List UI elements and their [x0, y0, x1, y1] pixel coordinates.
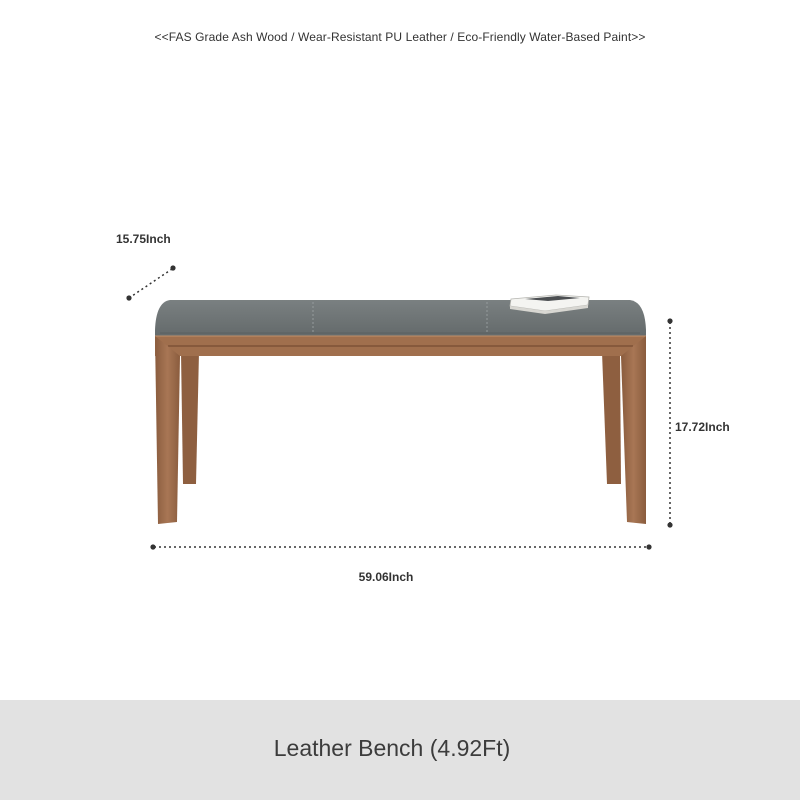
- bench-wood-frame: [155, 336, 646, 356]
- bench-back-legs: [181, 352, 621, 484]
- width-label: 59.06Inch: [358, 570, 414, 584]
- height-dimension-line: [667, 318, 672, 527]
- depth-label: 15.75Inch: [116, 232, 171, 246]
- width-dimension-line: [150, 544, 651, 549]
- product-title: Leather Bench (4.92Ft): [273, 735, 511, 761]
- title-band: [0, 700, 800, 800]
- material-caption: <<FAS Grade Ash Wood / Wear-Resistant PU Leather / Eco-Friendly Water-Based Paint>>: [154, 30, 646, 44]
- bench-front-legs: [155, 336, 646, 524]
- depth-dimension-line: [126, 265, 175, 300]
- height-label: 17.72Inch: [675, 420, 730, 434]
